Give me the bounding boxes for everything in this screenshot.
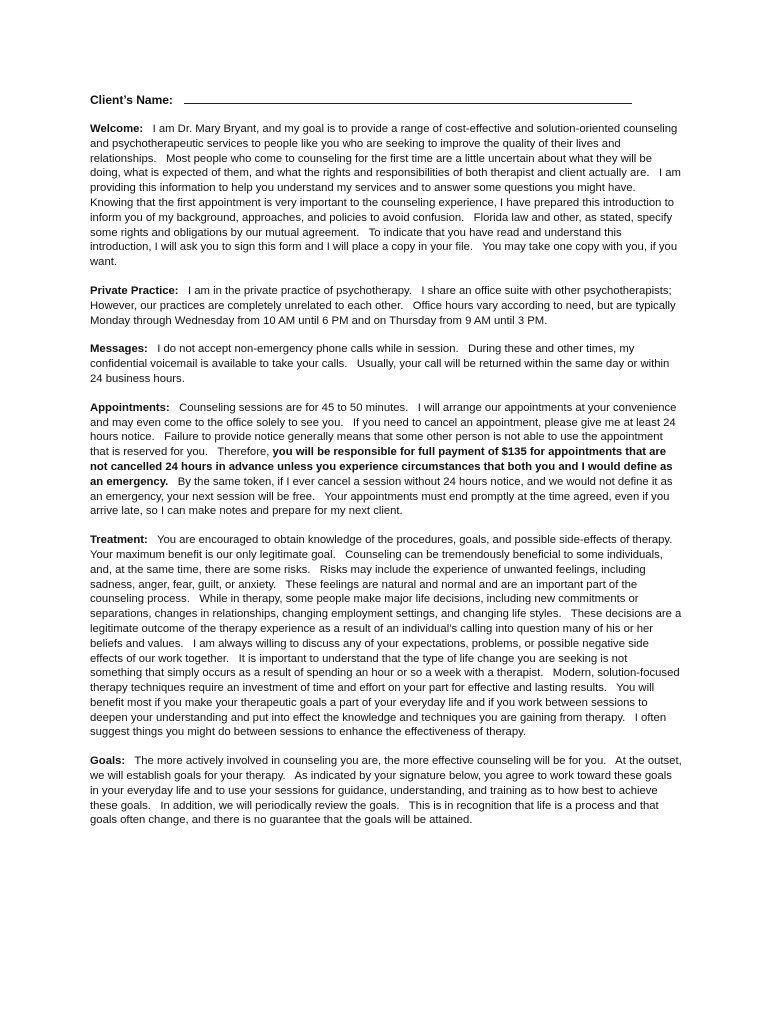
- private-practice-text: I am in the private practice of psychotherapy. I share an office suite with other psychotherapists; However, our practices are completely unrelated to each other. Office hours vary according to need, but are typically Monday through Wednesday from 10 AM until 6 PM and on Thursday from 9 AM until 3 PM.: [90, 284, 679, 327]
- messages-section: [90, 342, 682, 386]
- client-name-label: Client’s Name:: [90, 93, 173, 107]
- welcome-text: I am Dr. Mary Bryant, and my goal is to provide a range of cost-effective and solution-oriented counseling and psychotherapeutic services to people like you who are seeking to improve the quality of their lives and relationships. Most people who come to counseling for the first time are a little uncertain about what they will be doing, what is expected of them, and what the rights and responsibilities of both therapist and client actually are. I am providing this information to help you understand my services and to answer some questions you might have. Knowing that the first appointment is very important to the counseling experience, I have prepared this introduction to inform you of my background, approaches, and policies to avoid confusion. Florida law and other, as stated, specify some rights and obligations by our mutual agreement. To indicate that you have read and understand this introduction, I will ask you to sign this form and I will place a copy in your file. You may take one copy with you, if you want.: [90, 123, 685, 269]
- treatment-heading: Treatment:: [90, 534, 155, 547]
- goals-section: [90, 754, 685, 828]
- messages-text: I do not accept non-emergency phone calls while in session. During these and other times, my confidential voicemail is available to take your calls. Usually, your call will be returned within the same day or within 24 business hours.: [90, 343, 673, 385]
- welcome-section: [90, 122, 685, 270]
- goals-heading: Goals:: [90, 755, 132, 768]
- appointments-text-before: Counseling sessions are for 45 to 50 minutes. I will arrange our appointments at your convenience and may even come to the office solely to see you. If you need to cancel an appointment, please give me at least 24 hours notice. Failure to provide notice generally means that some other person is not able to use the appointment that is reserved for you. Therefore,: [90, 401, 680, 459]
- client-name-blank[interactable]: [184, 92, 632, 104]
- appointments-heading: Appointments:: [90, 401, 176, 414]
- appointments-text-after: By the same token, if I ever cancel a session without 24 hours notice, and we would not define it as an emergency, your next session will be free. Your appointments must end promptly at the time agreed, even if you arrive late, so I can make notes and prepare for my next client.: [90, 475, 676, 518]
- messages-heading: Messages:: [90, 343, 155, 356]
- private-practice-section: [90, 284, 682, 328]
- welcome-heading: Welcome:: [90, 123, 150, 135]
- goals-text: The more actively involved in counseling you are, the more effective counseling will be for you. At the outset, we will establish goals for your therapy. As indicated by your signature below, you agree to work toward these goals in your everyday life and to use your sessions for guidance, understanding, and training as to how best to achieve these goals. In addition, we will periodically review the goals. This is in recognition that life is a process and that goals often change, and there is no guarantee that the goals will be attained.: [90, 755, 685, 827]
- appointments-section: [90, 401, 682, 519]
- private-practice-heading: Private Practice:: [90, 284, 185, 297]
- consent-document: [90, 92, 685, 842]
- treatment-section: [90, 533, 685, 740]
- appointments-bold-policy: you will be responsible for full payment of $135 for appointments that are not cancelled 24 hours in advance unless you experience circumstances that both you and I would define as an emergency.: [90, 446, 676, 488]
- treatment-text: You are encouraged to obtain knowledge of the procedures, goals, and possible side-effects of therapy. Your maximum benefit is our only legitimate goal. Counseling can be tremendously beneficial to some individuals, and, at the same time, there are some risks. Risks may include the experience of unwanted feelings, including sadness, anger, fear, guilt, or anxiety. These feelings are natural and normal and are an important part of the counseling process. While in therapy, some people make major life decisions, including new commitments or separations, changes in relationships, changing employment settings, and changing life styles. These decisions are a legitimate outcome of the therapy experience as a result of an individual’s calling into question many of his or her beliefs and values. I am always willing to discuss any of your expectations, problems, or possible negative side effects of our work together. It is important to understand that the type of life change you are seeking is not something that simply occurs as a result of spending an hour or so a week with a therapist. Modern, solution-focused therapy techniques require an investment of time and effort on your part for effective and lasting results. You will benefit most if you make your therapeutic goals a part of your everyday life and if you work between sessions to deepen your understanding and put into effect the knowledge and techniques you are gaining from therapy. I often suggest things you might do between sessions to enhance the effectiveness of therapy.: [90, 534, 685, 739]
- client-name-line: [90, 92, 682, 108]
